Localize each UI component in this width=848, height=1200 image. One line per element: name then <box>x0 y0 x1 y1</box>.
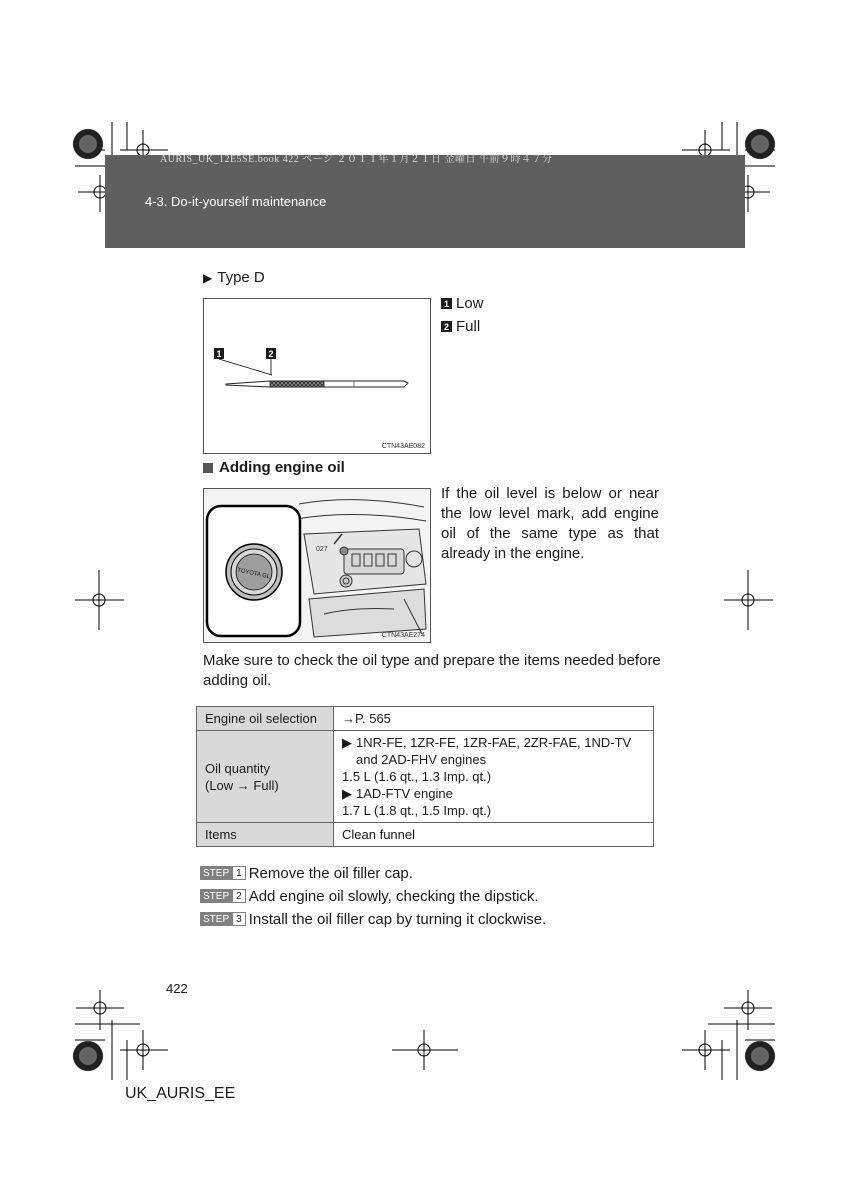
svg-text:027: 027 <box>316 546 328 553</box>
table-row <box>197 707 654 731</box>
figure-code: CTN43AE082 <box>381 443 425 450</box>
table-label: Items <box>197 823 334 847</box>
dipstick-figure <box>203 298 431 454</box>
step-badge: STEP 3 <box>200 912 246 926</box>
svg-text:2: 2 <box>268 349 274 359</box>
callout-number: 1 <box>441 298 452 309</box>
print-metadata: AURIS_UK_12E5SE.book 422 ページ ２０１１年１月２１日 金曜日 午前９時４７分 <box>160 154 553 165</box>
table-label: Engine oil selection <box>197 707 334 731</box>
step-text: Add engine oil slowly, checking the dipstick. <box>248 887 539 905</box>
svg-text:1: 1 <box>216 349 222 359</box>
table-label: Oil quantity (Low → Full) <box>197 731 334 823</box>
engine-bay-figure <box>203 488 431 643</box>
step-badge: STEP 2 <box>200 889 246 903</box>
dipstick-illustration <box>204 299 430 453</box>
oil-spec-table <box>196 706 654 847</box>
triangle-bullet-icon: ▶ <box>342 735 352 750</box>
callout-label: Full <box>456 318 481 335</box>
step-list <box>200 862 546 931</box>
body-paragraph: Make sure to check the oil type and prepare the items needed before adding oil. <box>203 652 661 689</box>
triangle-bullet-icon: ▶ <box>203 271 213 285</box>
step-text: Install the oil filler cap by turning it clockwise. <box>248 910 547 928</box>
table-value: →P. 565 <box>334 707 654 731</box>
callout-low <box>441 295 484 312</box>
table-value: ▶ 1NR-FE, 1ZR-FE, 1ZR-FAE, 2ZR-FAE, 1ND-TV and 2AD-FHV engines 1.5 L (1.6 qt., 1.3 Imp. qt.) ▶ 1AD-FTV engine 1.7 L (1.8 qt., 1.5 Imp. qt.) <box>334 731 654 823</box>
square-bullet-icon <box>203 463 213 473</box>
page-number: 422 <box>166 981 188 996</box>
section-title: 4-3. Do-it-yourself maintenance <box>145 194 327 209</box>
callout-label: Low <box>456 295 484 312</box>
table-row <box>197 823 654 847</box>
callout-full <box>441 318 480 335</box>
table-row <box>197 731 654 823</box>
step-text: Remove the oil filler cap. <box>248 864 413 882</box>
document-code: UK_AURIS_EE <box>125 1085 236 1102</box>
section-heading: Adding engine oil <box>203 459 345 476</box>
side-paragraph: If the oil level is below or near the low level mark, add engine oil of the same type as that already in the engine. <box>441 485 659 562</box>
step-item <box>200 885 546 907</box>
callout-number: 2 <box>441 321 452 332</box>
engine-bay-illustration <box>204 489 430 642</box>
table-value: Clean funnel <box>334 823 654 847</box>
figure-code: CTN43AE274 <box>381 632 425 639</box>
cap-text: TOYOTA GL <box>236 567 271 581</box>
type-heading: ▶ Type D <box>203 269 265 286</box>
step-badge: STEP 1 <box>200 866 246 880</box>
step-item <box>200 862 546 884</box>
step-item <box>200 908 546 930</box>
triangle-bullet-icon: ▶ <box>342 786 352 801</box>
